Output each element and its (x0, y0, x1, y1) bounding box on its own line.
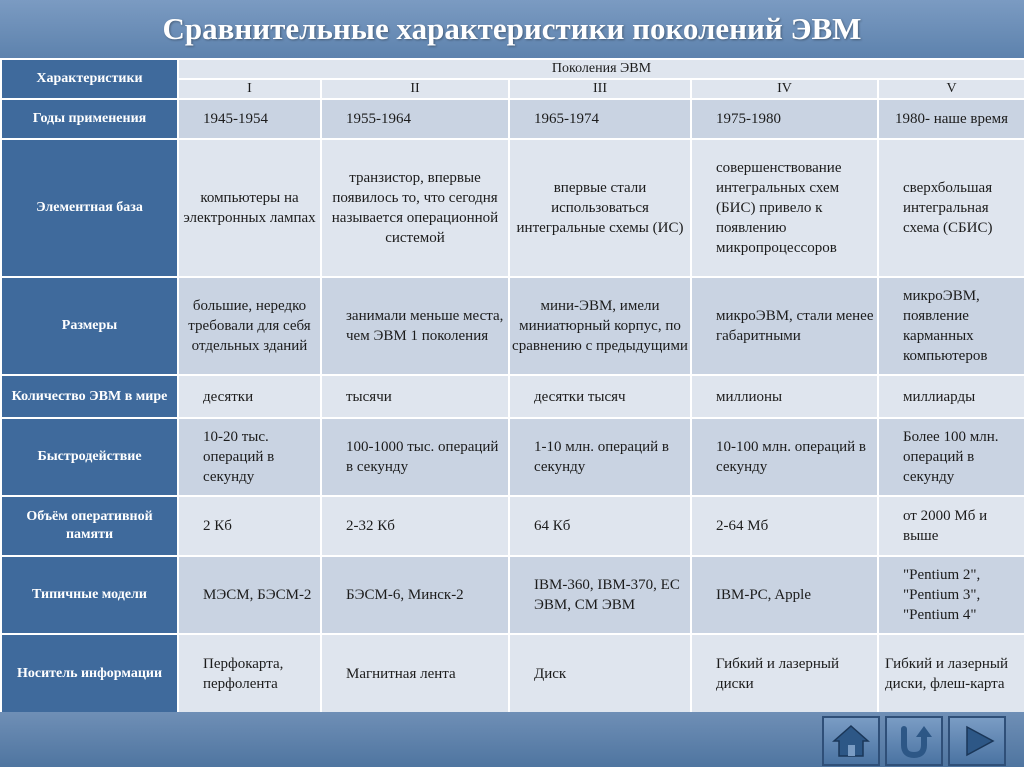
table-cell: микроЭВМ, появление карманных компьютеров (878, 277, 1024, 375)
header-gen-2: II (321, 79, 509, 99)
table-cell: 10-100 млн. операций в секунду (691, 418, 878, 496)
table-row (1, 99, 1024, 139)
header-gen-4: IV (691, 79, 878, 99)
table-cell: МЭСМ, БЭСМ-2 (178, 556, 321, 634)
table-cell: занимали меньше места, чем ЭВМ 1 поколения (321, 277, 509, 375)
table-cell: БЭСМ-6, Минск-2 (321, 556, 509, 634)
table-cell: совершенствование интегральных схем (БИС) привело к появлению микропроцессоров (691, 139, 878, 277)
header-gen-1: I (178, 79, 321, 99)
table-cell: 1965-1974 (509, 99, 691, 139)
table-cell: "Pentium 2", "Pentium 3", "Pentium 4" (878, 556, 1024, 634)
table-row (1, 496, 1024, 556)
table-cell: тысячи (321, 375, 509, 418)
row-label-models: Типичные модели (1, 556, 178, 634)
table-row (1, 277, 1024, 375)
table-row (1, 375, 1024, 418)
table-cell: транзистор, впервые появилось то, что сегодня называется операционной системой (321, 139, 509, 277)
table-cell: Перфокарта, перфолента (178, 634, 321, 714)
table-cell: Гибкий и лазерный диски, флеш-карта (878, 634, 1024, 714)
table-cell: 10-20 тыс. операций в секунду (178, 418, 321, 496)
table-cell: 64 Кб (509, 496, 691, 556)
table-cell: 1980- наше время (878, 99, 1024, 139)
table-cell: 1955-1964 (321, 99, 509, 139)
table-cell: Магнитная лента (321, 634, 509, 714)
home-button[interactable] (822, 716, 880, 766)
slide-title: Сравнительные характеристики поколений ЭВМ (162, 11, 862, 46)
return-button[interactable] (885, 716, 943, 766)
table-cell: 100-1000 тыс. операций в секунду (321, 418, 509, 496)
home-icon (831, 723, 871, 759)
header-characteristics: Характеристики (1, 59, 178, 99)
table-cell: большие, нередко требовали для себя отдельных зданий (178, 277, 321, 375)
table-cell: десятки тысяч (509, 375, 691, 418)
table-cell: Диск (509, 634, 691, 714)
table-cell: 1975-1980 (691, 99, 878, 139)
table-cell: IBM-PC, Apple (691, 556, 878, 634)
comparison-table (0, 58, 1024, 715)
table-cell: миллиарды (878, 375, 1024, 418)
table-cell: 1-10 млн. операций в секунду (509, 418, 691, 496)
table-row (1, 556, 1024, 634)
table-row (1, 418, 1024, 496)
table-cell: компьютеры на электронных лампах (178, 139, 321, 277)
table-cell: IBM-360, IBM-370, ЕС ЭВМ, СМ ЭВМ (509, 556, 691, 634)
table-row (1, 139, 1024, 277)
header-generations: Поколения ЭВМ (178, 59, 1024, 79)
table-cell: миллионы (691, 375, 878, 418)
table-cell: 1945-1954 (178, 99, 321, 139)
slide-title-bar (0, 0, 1024, 58)
table-cell: микроЭВМ, стали менее габаритными (691, 277, 878, 375)
table-cell: 2-64 Мб (691, 496, 878, 556)
table-cell: от 2000 Мб и выше (878, 496, 1024, 556)
return-icon (894, 723, 934, 759)
row-label-element-base: Элементная база (1, 139, 178, 277)
header-gen-5: V (878, 79, 1024, 99)
row-label-sizes: Размеры (1, 277, 178, 375)
next-button[interactable] (948, 716, 1006, 766)
row-label-count: Количество ЭВМ в мире (1, 375, 178, 418)
header-gen-3: III (509, 79, 691, 99)
table-cell: 2-32 Кб (321, 496, 509, 556)
table-cell: мини-ЭВМ, имели миниатюрный корпус, по сравнению с предыдущими (509, 277, 691, 375)
table-cell: 2 Кб (178, 496, 321, 556)
table-cell: впервые стали использоваться интегральные схемы (ИС) (509, 139, 691, 277)
table-cell: десятки (178, 375, 321, 418)
table-row (1, 634, 1024, 714)
row-label-storage: Носитель информации (1, 634, 178, 714)
table-cell: сверхбольшая интегральная схема (СБИС) (878, 139, 1024, 277)
row-label-memory: Объём оперативной памяти (1, 496, 178, 556)
table-cell: Более 100 млн. операций в секунду (878, 418, 1024, 496)
row-label-years: Годы применения (1, 99, 178, 139)
play-icon (957, 723, 997, 759)
table-cell: Гибкий и лазерный диски (691, 634, 878, 714)
row-label-speed: Быстродействие (1, 418, 178, 496)
